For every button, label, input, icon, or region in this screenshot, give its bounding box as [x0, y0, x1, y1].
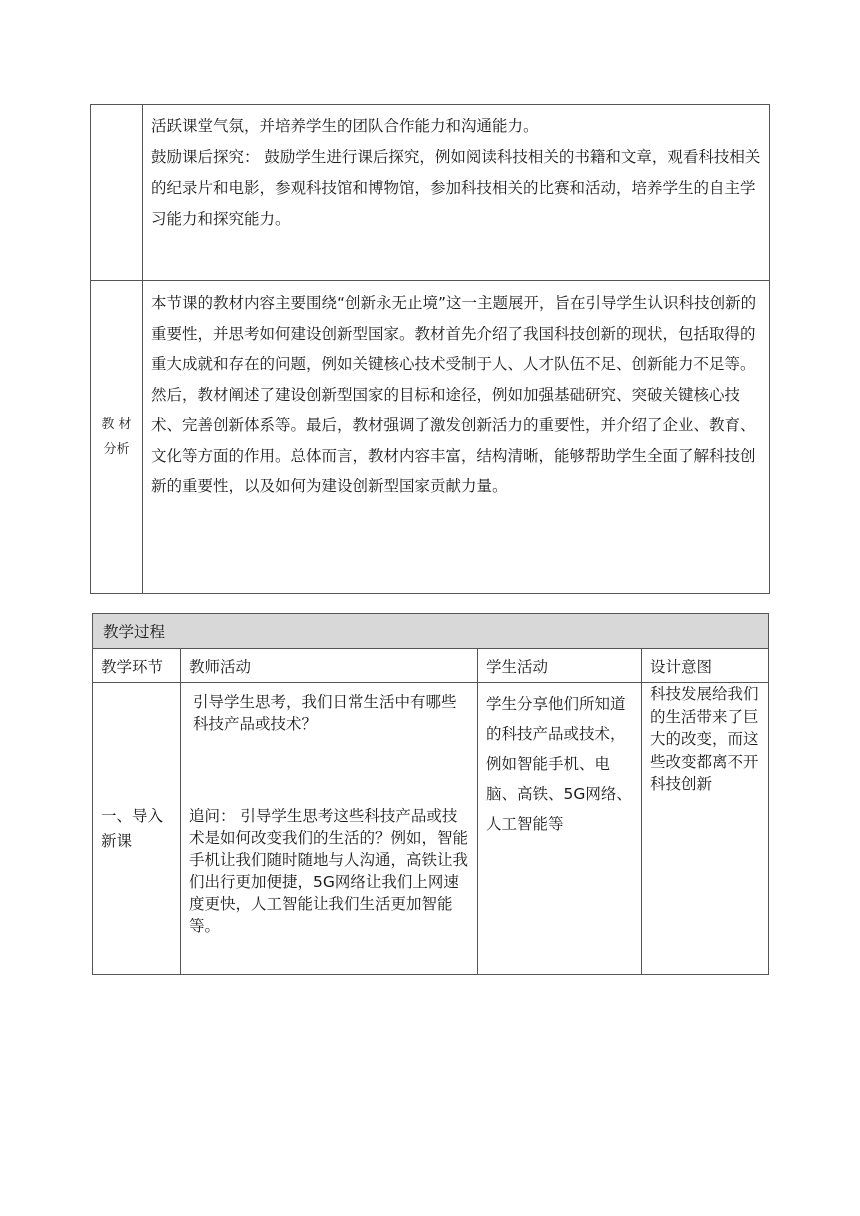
column-header: 教师活动 — [181, 649, 478, 683]
paragraph: 鼓励课后探究： 鼓励学生进行课后探究，例如阅读科技相关的书籍和文章，观看科技相关的纪录片和电影，参观科技馆和博物馆，参加科技相关的比赛和活动，培养学生的自主学习能力和探究能力。 — [151, 148, 761, 228]
row-content — [143, 105, 770, 281]
row-label — [91, 105, 143, 281]
table-row — [93, 683, 769, 975]
student-activity-cell: 学生分享他们所知道的科技产品或技术，例如智能手机、电脑、高铁、5G网络、人工智能等 — [478, 683, 642, 975]
table-header-row — [93, 614, 769, 649]
row-label — [91, 281, 143, 594]
table-row — [91, 105, 770, 281]
label-line: 教 材 — [101, 417, 132, 432]
label-line: 分析 — [103, 442, 130, 457]
paragraph: 活跃课堂气氛，并培养学生的团队合作能力和沟通能力。 — [151, 117, 539, 135]
stage-cell — [93, 683, 181, 975]
column-header-row — [93, 649, 769, 683]
column-header: 学生活动 — [478, 649, 642, 683]
paragraph: 本节课的教材内容主要围绕“创新永无止境”这一主题展开，旨在引导学生认识科技创新的重要性，并思考如何建设创新型国家。教材首先介绍了我国科技创新的现状，包括取得的重大成就和存在的问题，例如关键核心技术受制于人、人才队伍不足、创新能力不足等。然后，教材阐述了建设创新型国家的目标和途径，例如加强基础研究、突破关键核心技术、完善创新体系等。最后，教材强调了激发创新活力的重要性，并介绍了企业、教育、文化等方面的作用。总体而言，教材内容丰富，结构清晰，能够帮助学生全面了解科技创新的重要性，以及如何为建设创新型国家贡献力量。 — [151, 294, 757, 495]
teacher-question: 引导学生思考，我们日常生活中有哪些科技产品或技术？ — [193, 693, 457, 733]
design-intent-cell: 科技发展给我们的生活带来了巨大的改变，而这些改变都离不开科技创新 — [642, 683, 769, 975]
table-row — [91, 281, 770, 594]
stage-line: 新课 — [101, 831, 133, 850]
teaching-process-table — [92, 613, 769, 975]
textbook-analysis — [143, 281, 770, 594]
teacher-activity-cell — [181, 683, 478, 975]
stage-line: 一、导入 — [101, 806, 164, 825]
column-header: 设计意图 — [642, 649, 769, 683]
column-header: 教学环节 — [93, 649, 181, 683]
teacher-followup: 追问： 引导学生思考这些科技产品或技术是如何改变我们的生活的？例如，智能手机让我们随时随地与人沟通，高铁让我们出行更加便捷，5G网络让我们上网速度更快，人工智能让我们生活更加智能等。 — [189, 807, 469, 935]
lesson-info-table — [90, 104, 770, 594]
table-title: 教学过程 — [93, 614, 769, 649]
